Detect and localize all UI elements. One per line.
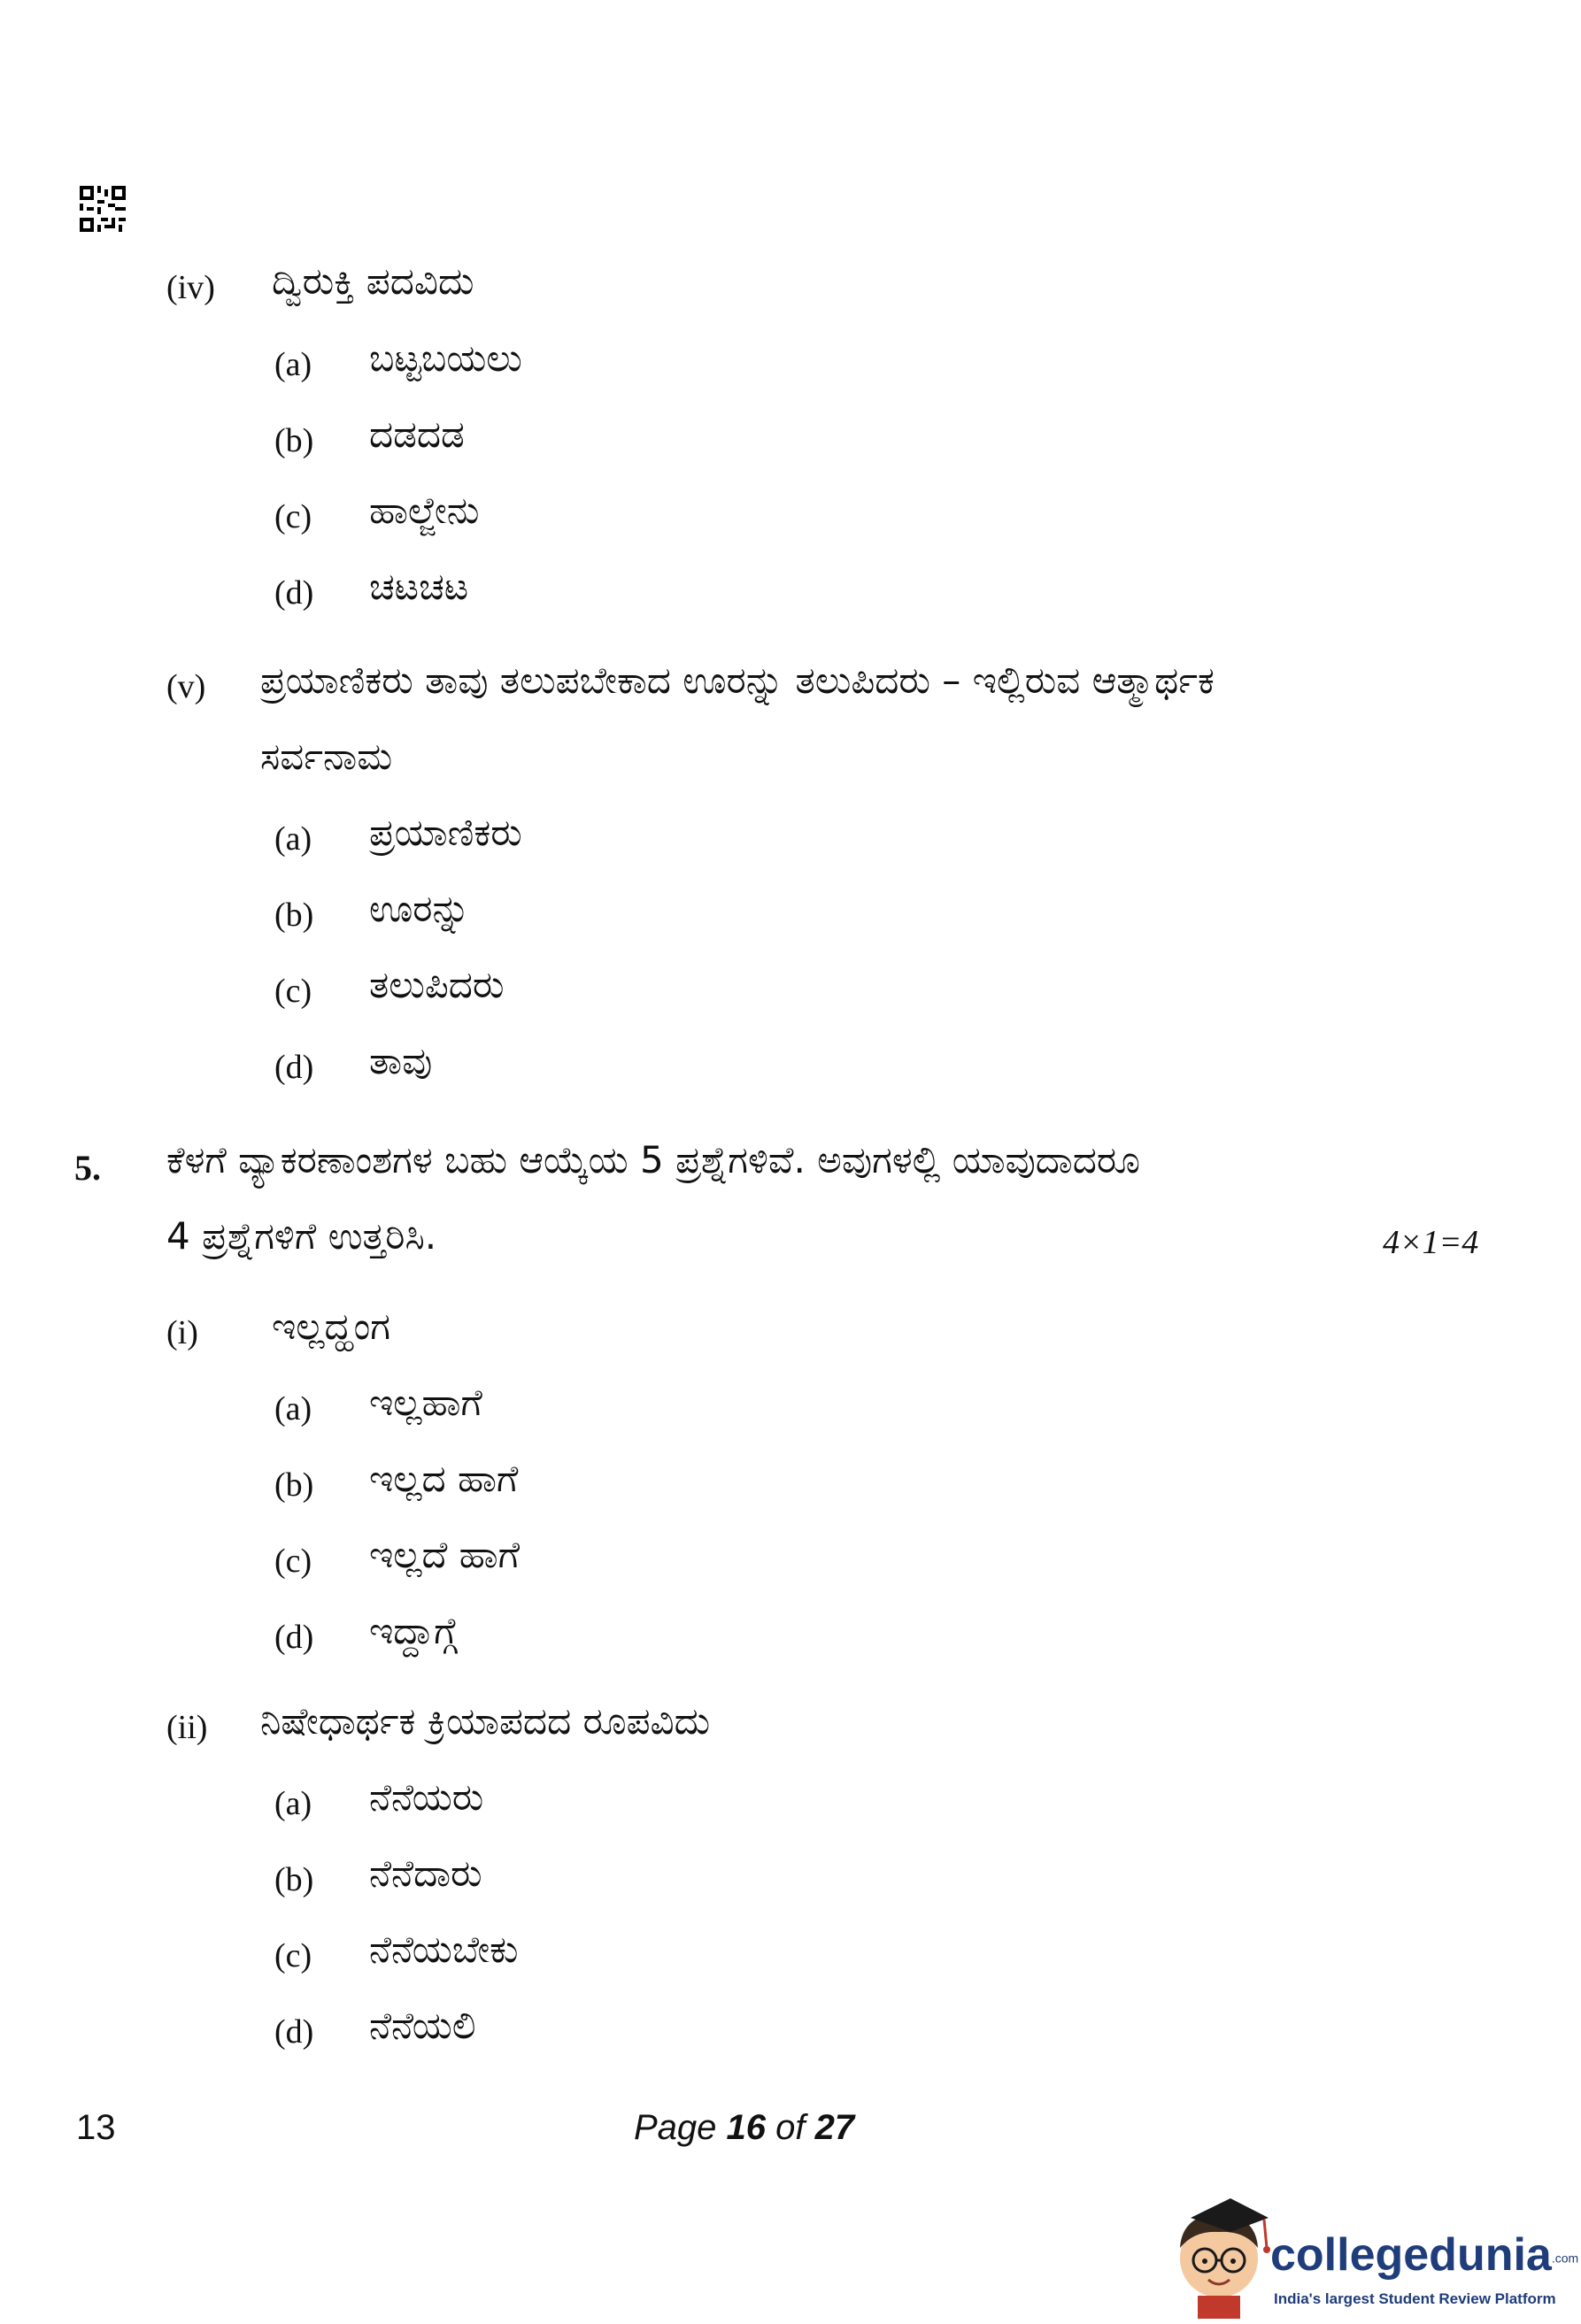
option-text: ಇಲ್ಲದೆ ಹಾಗೆ xyxy=(369,1533,521,1576)
option-label: (a) xyxy=(274,1390,312,1427)
option-label: (a) xyxy=(274,1785,312,1822)
option-text: ಪ್ರಯಾಣಿಕರು xyxy=(369,811,522,854)
question-text-continued: 4 ಪ್ರಶ್ನೆಗಳಿಗೆ ಉತ್ತರಿಸಿ. xyxy=(166,1214,437,1258)
question-text: ನಿಷೇಧಾರ್ಥಕ ಕ್ರಿಯಾಪದದ ರೂಪವಿದು xyxy=(260,1699,711,1743)
option-label: (a) xyxy=(274,820,312,858)
question-text: ದ್ವಿರುಕ್ತಿ ಪದವಿದು xyxy=(272,259,474,303)
question-text: ಪ್ರಯಾಣಿಕರು ತಾವು ತಲುಪಬೇಕಾದ ಊರನ್ನು ತಲುಪಿದರು – ಇಲ್ಲಿರುವ ಆತ್ಮಾರ್ಥಕ xyxy=(260,658,1215,702)
brand-logo xyxy=(1164,2186,1579,2319)
brand-name: collegedunia xyxy=(1270,2229,1552,2281)
option-label: (c) xyxy=(274,498,312,535)
question-text-continued: ಸರ್ವನಾಮ xyxy=(260,735,393,778)
question-number: (iv) xyxy=(166,269,215,306)
page-total: 27 xyxy=(814,2108,855,2147)
page-code: 13 xyxy=(76,2108,116,2147)
option-text: ತಲುಪಿದರು xyxy=(369,963,505,1006)
option-text: ಚಟಚಟ xyxy=(369,565,469,608)
option-text: ದಡದಡ xyxy=(369,412,465,456)
marks-allocation: 4×1=4 xyxy=(1383,1224,1479,1261)
option-text: ಇದ್ದಾಗ್ಗೆ xyxy=(369,1609,458,1652)
page-word: Page xyxy=(634,2108,717,2147)
option-label: (b) xyxy=(274,1861,314,1898)
option-text: ಹಾಲ್ಜೇನು xyxy=(369,489,480,532)
option-text: ಇಲ್ಲದ ಹಾಗೆ xyxy=(369,1457,519,1500)
option-label: (d) xyxy=(274,1619,314,1656)
question-number: (v) xyxy=(166,668,206,705)
option-label: (a) xyxy=(274,346,312,383)
option-text: ತಾವು xyxy=(369,1039,433,1082)
option-label: (b) xyxy=(274,422,314,459)
option-text: ನೆನೆಯಬೇಕು xyxy=(369,1928,519,1971)
option-label: (c) xyxy=(274,1543,312,1580)
option-text: ನೆನೆಯರು xyxy=(369,1775,484,1819)
question-number: (i) xyxy=(166,1314,198,1351)
mascot-icon xyxy=(1164,2186,1279,2319)
option-text: ನೆನೆಯಲಿ xyxy=(369,2004,476,2047)
option-text: ಇಲ್ಲಹಾಗೆ xyxy=(369,1381,482,1424)
question-number: 5. xyxy=(74,1148,101,1188)
brand-suffix: .com xyxy=(1551,2251,1579,2266)
page-of: of xyxy=(775,2108,806,2147)
option-label: (d) xyxy=(274,574,314,612)
question-number: (ii) xyxy=(166,1709,208,1746)
question-text: ಕೆಳಗೆ ವ್ಯಾಕರಣಾಂಶಗಳ ಬಹು ಆಯ್ಕೆಯ 5 ಪ್ರಶ್ನೆಗಳಿವೆ. ಅವುಗಳಲ್ಲಿ ಯಾವುದಾದರೂ xyxy=(166,1138,1140,1181)
qr-code-icon xyxy=(80,186,126,232)
option-label: (b) xyxy=(274,1466,314,1504)
page-current: 16 xyxy=(726,2108,767,2147)
option-label: (d) xyxy=(274,1049,314,1086)
question-text: ಇಲ್ಲದ್ಹಂಗ xyxy=(272,1304,390,1348)
option-label: (d) xyxy=(274,2013,314,2051)
option-label: (b) xyxy=(274,897,314,934)
brand-tagline: India's largest Student Review Platform xyxy=(1274,2290,1556,2307)
page-indicator xyxy=(634,2108,854,2148)
option-label: (c) xyxy=(274,973,312,1010)
option-text: ಬಟ್ಟಬಯಲು xyxy=(369,336,522,380)
option-text: ನೆನೆದಾರು xyxy=(369,1851,482,1895)
option-text: ಊರನ್ನು xyxy=(369,887,470,930)
option-label: (c) xyxy=(274,1937,312,1974)
